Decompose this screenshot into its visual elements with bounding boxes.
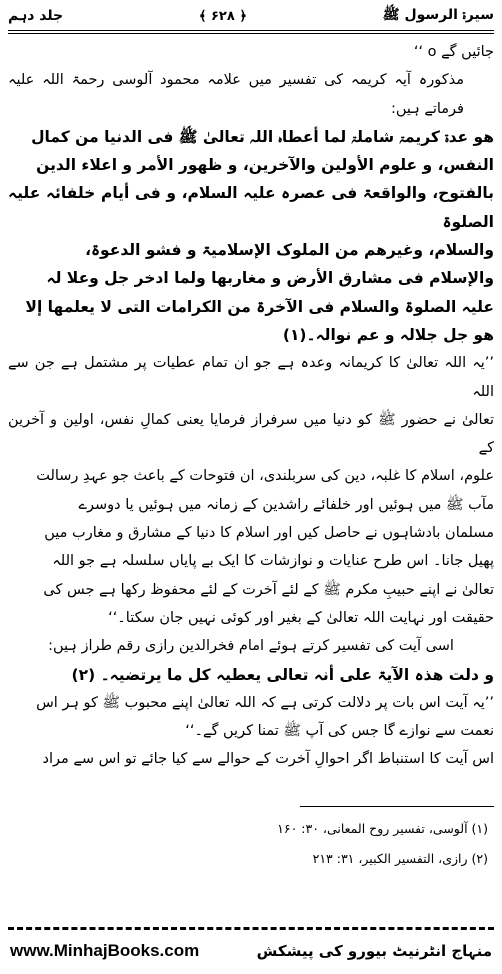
text-line: مذکورہ آیہ کریمہ کی تفسیر میں علامہ محمود آلوسی رحمۃ اللہ علیہ فرماتے ہیں: [8,72,464,117]
publisher-credit: منہاج انٹرنیٹ بیورو کی پیشکش [256,942,492,960]
arabic-line: بالفتوح، والواقعۃ فی عصرہ علیہ السلام، و فی أیام خلفائہ علیہ الصلوۃ [8,184,494,231]
text-line: تعالیٰ نے اپنے حبیبِ مکرم ﷺ کے لئے آخرت کے لئے محفوظ رکھا ہے جس کی [43,581,494,598]
page-footer [10,935,492,967]
page-header [8,4,494,28]
text-line: نعمت سے نوازے گا جس کی آپ ﷺ تمنا کریں گے۔‘‘ [185,723,494,740]
footnote-1: (۱) آلوسی، تفسیر روح المعانی، ۳۰: ۱۶۰ [277,821,488,836]
arabic-line: ھو عدۃ کریمۃ شاملۃ لما أعطاہ اللہ تعالیٰ ﷺ فی الدنیا من کمال [31,127,494,146]
header-rule-double [8,33,494,34]
text-line: ’’یہ اللہ تعالیٰ کا کریمانہ وعدہ ہے جو ان تمام عطیات پر مشتمل ہے جن سے اللہ [8,355,494,400]
arabic-line: ھو جل جلالہ و عم نوالہ۔(۱) [282,325,494,344]
arabic-line: و دلت ھذہ الآیۃ علی أنہ تعالی یعطیہ کل ما یرتضیہ۔ (۲) [71,665,494,684]
header-rule [8,30,494,31]
text-line: ’’یہ آیت اس بات پر دلالت کرتی ہے کہ اللہ تعالیٰ اپنے محبوب ﷺ کو ہر اس [36,694,494,711]
arabic-line: علیہ الصلوۃ والسلام فی الآخرۃ من الکرامات التی لا یعلمھا إلا [25,297,494,316]
footnote-rule [300,806,494,807]
footnotes [8,814,494,874]
footnote-2: (۲) رازی، التفسیر الکبیر، ۳۱: ۲۱۳ [312,851,488,866]
arabic-line: والسلام، وغیرھم من الملوک الإسلامیۃ و فشو الدعوۃ، [85,241,494,260]
text-line: علوم، اسلام کا غلبہ، دین کی سربلندی، ان فتوحات کے باعث جو عہدِ رسالت [36,468,494,485]
footer-divider [8,927,494,930]
text-line: تعالیٰ نے حضور ﷺ کو دنیا میں سرفراز فرمایا یعنی کمالِ نفس، اولین و آخرین کے [8,411,494,457]
page-body [8,38,494,774]
text-line: اسی آیت کی تفسیر کرتے ہوئے امام فخرالدین رازی رقم طراز ہیں: [48,638,454,655]
page-number: ﴿ ۶۲۸ ﴾ [198,8,247,24]
text-line: مآب ﷺ میں ہوئیں اور خلفائے راشدین کے زمانہ میں ہوئیں یا دوسرے [78,496,494,513]
arabic-line: والإسلام فی مشارق الأرض و مغاربھا ولما ادخر جل وعلا لہ [46,269,494,288]
text-line: حقیقت اور نہایت اللہ تعالیٰ کے بغیر اور کوئی نہیں جان سکتا۔‘‘ [108,609,494,626]
text-line: پھیل جانا۔ اس طرح عنایات و نوازشات کا ایک بے پایاں سلسلہ ہے جو اللہ [52,553,494,570]
website-link[interactable]: www.MinhajBooks.com [10,941,200,960]
volume-label: جلد دہم [8,8,64,24]
text-line: جائیں گے o ‘‘ [413,44,494,60]
book-title: سیرۃ الرسول ﷺ [382,7,494,23]
arabic-line: النفس، و علوم الأولین والآخرین، و ظھور الأمر و اعلاء الدین [36,156,494,175]
text-line: مسلمان بادشاہوں نے حاصل کیں اور اسلام کا دنیا کے مشارق و مغارب میں [44,525,494,542]
text-line: اس آیت کا استنباط اگر احوالِ آخرت کے حوالے سے کیا جائے تو اس سے مراد [42,751,494,768]
